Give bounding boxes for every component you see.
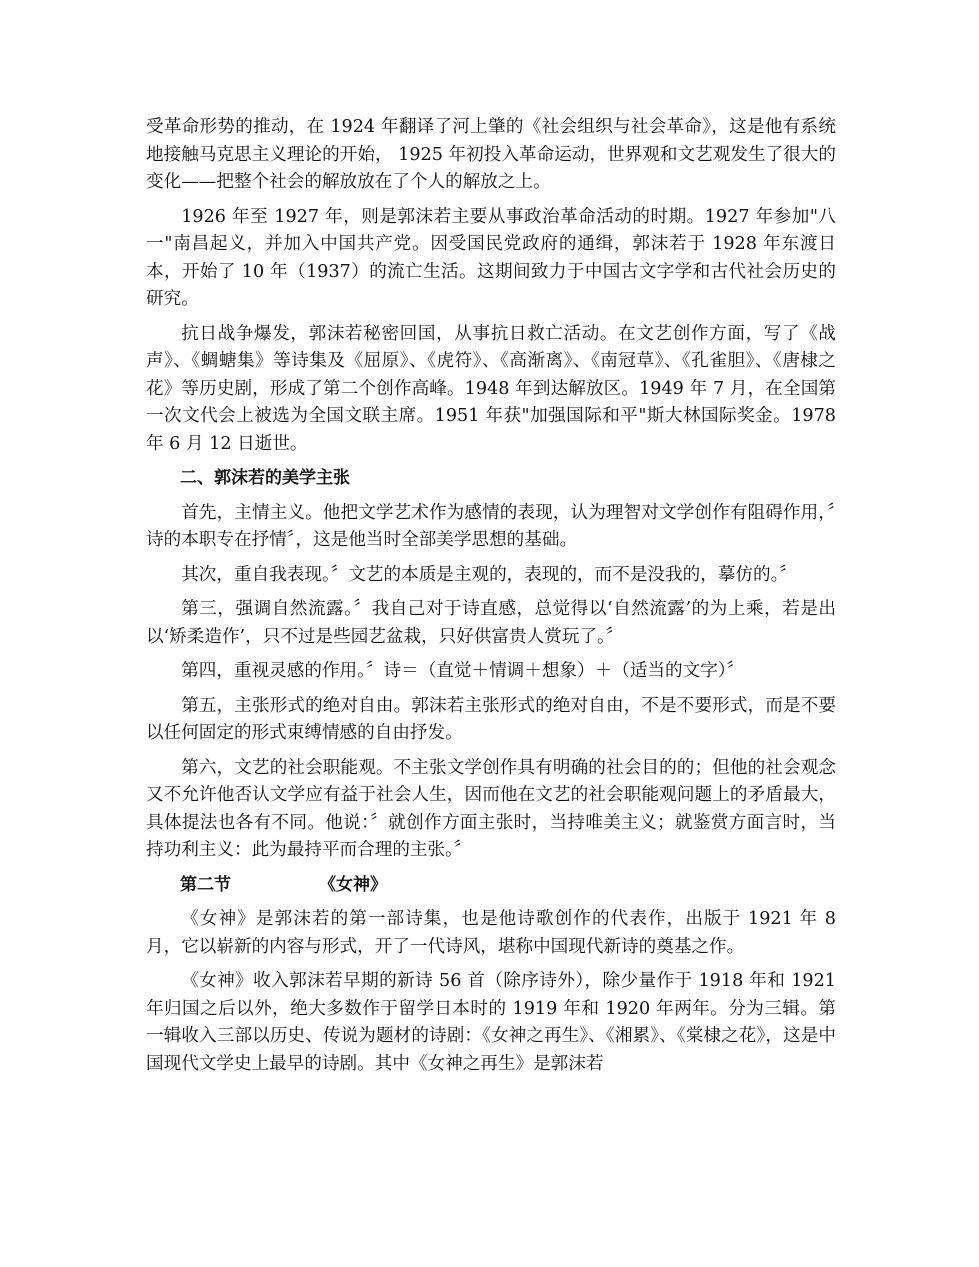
paragraph-anti-japanese-war: 抗日战争爆发，郭沫若秘密回国，从事抗日救亡活动。在文艺创作方面，写了《战声》、《蜩螗集》等诗集及《屈原》、《虎符》、《高渐离》、《南冠草》、《孔雀胆》、《唐棣之花》等历史剧，形成了第二个创作高峰。1948 年到达解放区。1949 年 7 月，在全国第一次文代会上被选为全国文联主席。1951 年获"加强国际和平"斯大林国际奖金。1978 年 6 月 12 日逝世。 xyxy=(146,323,836,454)
chapter-title: 《女神》 xyxy=(319,874,387,895)
aesthetics-point-1: 首先，主情主义。他把文学艺术作为感情的表现，认为理智对文学创作有阻碍作用，〞诗的本职专在抒情〞，这是他当时全部美学思想的基础。 xyxy=(146,502,836,550)
paragraph-nvshen-contents: 《女神》收入郭沫若早期的新诗 56 首（除序诗外），除少量作于 1918 年和 1921 年归国之后以外，绝大多数作于留学日本时的 1919 年和 1920 年两年。分为三辑。第一辑收入三部以历史、传说为题材的诗剧：《女神之再生》、《湘累》、《棠棣之花》，这是中国现代文学史上最早的诗剧。其中《女神之再生》是郭沫若 xyxy=(146,971,836,1074)
chapter-heading xyxy=(146,872,836,900)
aesthetics-point-5: 第五，主张形式的绝对自由。郭沫若主张形式的绝对自由，不是不要形式，而是不要以任何固定的形式束缚情感的自由抒发。 xyxy=(146,695,836,743)
document-page xyxy=(146,114,836,1085)
aesthetics-point-3: 第三，强调自然流露。〞我自己对于诗直感，总觉得以‘自然流露’的为上乘，若是出以‘矫柔造作’，只不过是些园艺盆栽，只好供富贵人赏玩了。〞 xyxy=(146,599,836,647)
paragraph-nvshen-intro: 《女神》是郭沫若的第一部诗集，也是他诗歌创作的代表作，出版于 1921 年 8 月，它以崭新的内容与形式，开了一代诗风，堪称中国现代新诗的奠基之作。 xyxy=(146,909,836,957)
paragraph-translation-1924: 受革命形势的推动，在 1924 年翻译了河上肇的《社会组织与社会革命》，这是他有系统地接触马克思主义理论的开始， 1925 年初投入革命运动，世界观和文艺观发生了很大的变化——把整个社会的解放放在了个人的解放之上。 xyxy=(146,117,836,192)
aesthetics-point-4: 第四，重视灵感的作用。〞诗＝（直觉＋情调＋想象）＋（适当的文字）〞 xyxy=(181,661,745,681)
paragraph-political-period: 1926 年至 1927 年，则是郭沫若主要从事政治革命活动的时期。1927 年参加"八一"南昌起义，并加入中国共产党。因受国民党政府的通缉，郭沫若于 1928 年东渡日本，开始了 10 年（1937）的流亡生活。这期间致力于中国古文字学和古代社会历史的研究。 xyxy=(146,206,836,309)
aesthetics-point-2: 其次，重自我表现。〞文艺的本质是主观的，表现的，而不是没我的，摹仿的。〞 xyxy=(181,564,797,585)
section-heading-aesthetics: 二、郭沫若的美学主张 xyxy=(180,468,350,488)
chapter-section-number: 第二节 xyxy=(180,874,231,895)
aesthetics-point-6: 第六，文艺的社会职能观。不主张文学创作具有明确的社会目的的；但他的社会观念又不允许他否认文学应有益于社会人生，因而他在文艺的社会职能观问题上的矛盾最大，具体提法也各有不同。他说：〞就创作方面主张时，当持唯美主义；就鉴赏方面言时，当持功利主义：此为最持平而合理的主张。〞 xyxy=(146,757,836,860)
